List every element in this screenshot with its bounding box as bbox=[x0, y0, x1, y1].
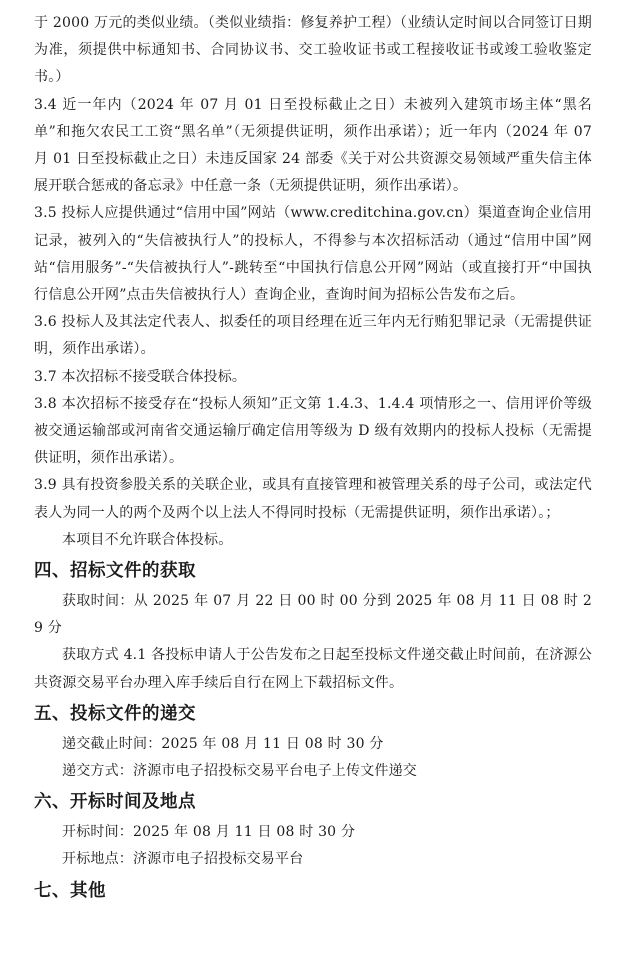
paragraph-3-6-bribery-record: 3.6 投标人及其法定代表人、拟委任的项目经理在近三年内无行贿犯罪记录（无需提供证明，须作出承诺）。 bbox=[34, 314, 592, 358]
paragraph-performance-continued: 于 2000 万元的类似业绩。（类似业绩指：修复养护工程）（业绩认定时间以合同签订日期为准，须提供中标通知书、合同协议书、交工验收证书或工程接收证书或竣工验收鉴定书。） bbox=[34, 15, 592, 86]
section-6-open-time: 开标时间：2025 年 08 月 11 日 08 时 30 分 bbox=[62, 824, 356, 841]
section-6-open-place: 开标地点：济源市电子招投标交易平台 bbox=[62, 851, 304, 868]
paragraph-3-8-credit-rating: 3.8 本次招标不接受存在“投标人须知”正文第 1.4.3、1.4.4 项情形之一、信用评价等级被交通运输部或河南省交通运输厅确定信用等级为 D 级有效期内的投标人投标（无需提供证明，须作出承诺）。 bbox=[34, 395, 592, 467]
section-heading-4: 四、招标文件的获取 bbox=[34, 561, 196, 582]
paragraph-3-7-no-consortium: 3.7 本次招标不接受联合体投标。 bbox=[34, 368, 247, 385]
paragraph-3-5-credit-check: 3.5 投标人应提供通过“信用中国”网站（www.creditchina.gov.cn）渠道查询企业信用记录，被列入的“失信被执行人”的投标人，不得参与本次招标活动（通过“信用中国”网站“信用服务”-“失信被执行人”-跳转至“中国执行信息公开网”网站（或直接打开“中国执行信息公开网”点击失信被执行人）查询企业，查询时间为招标公告发布之后。 bbox=[34, 205, 592, 304]
section-heading-7: 七、其他 bbox=[34, 880, 106, 901]
section-5-deadline: 递交截止时间：2025 年 08 月 11 日 08 时 30 分 bbox=[62, 735, 384, 752]
section-4-obtain-method: 获取方式 4.1 各投标申请人于公告发布之日起至投标文件递交截止时间前，在济源公共资源交易平台办理入库手续后自行在网上下载招标文件。 bbox=[34, 647, 592, 691]
paragraph-3-4-blacklist: 3.4 近一年内（2024 年 07 月 01 日至投标截止之日）未被列入建筑市场主体“黑名单”和拖欠农民工工资“黑名单”（无须提供证明，须作出承诺）；近一年内（2024 年 07 月 01 日至投标截止之日）未违反国家 24 部委《关于对公共资源交易领域严重失信主体展开联合惩戒的备忘录》中任意一条（无须提供证明，须作出承诺）。 bbox=[34, 96, 592, 195]
section-4-obtain-time: 获取时间：从 2025 年 07 月 22 日 00 时 00 分到 2025 年 08 月 11 日 08 时 29 分 bbox=[34, 593, 592, 637]
section-heading-5: 五、投标文件的递交 bbox=[34, 703, 196, 724]
section-5-method: 递交方式：济源市电子招投标交易平台电子上传文件递交 bbox=[62, 763, 417, 780]
paragraph-3-9-related-companies: 3.9 具有投资参股关系的关联企业，或具有直接管理和被管理关系的母子公司，或法定代表人为同一人的两个及两个以上法人不得同时投标（无需提供证明，须作出承诺）。； bbox=[34, 477, 592, 521]
section-heading-6: 六、开标时间及地点 bbox=[34, 792, 196, 813]
paragraph-no-joint-bid: 本项目不允许联合体投标。 bbox=[62, 531, 233, 548]
